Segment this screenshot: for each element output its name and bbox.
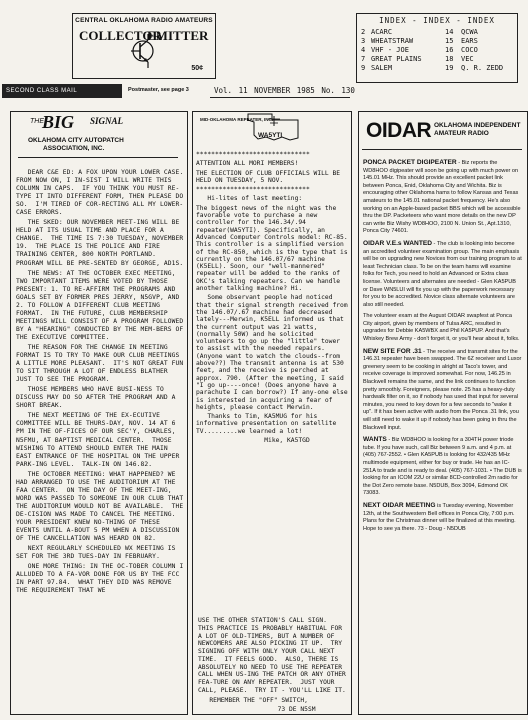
mori-article [196,151,352,446]
paragraph: REMEMBER THE "OFF" SWITCH, [198,696,308,704]
big-signal-logo: BIG [42,112,75,132]
big-signal-org-line1: OKLAHOMA CITY AUTOPATCH [28,137,124,144]
paragraph: Some observant people had noticed that their signal strength received from the 146.07/.67 machine had decreased lately---Merwin, K5ELL informed us that the current output was 21 watts, (normally 50W) and he solicited volunteers to go up the "little" tower to assist with the needed repairs. (Anyone want to watch the clouds--from above??) The transmit antenna is at 530 feet, and the receive is perched at approx. 790. (After the meeting, I said "I go up----once! (Does anyone have a parachute I can borrow?) If any-one else is interested in acquiring a fear of heights, please contact Merwin. [196,294,352,411]
paragraph: THOSE MEMBERS WHO HAVE BUSI-NESS TO DISCUSS MAY DO SO AFTER THE PROGRAM AND A SHORT BREAK. [16,386,180,410]
index-entry: VEC [461,55,474,63]
price: 50¢ [191,65,203,72]
paragraph: DEAR C&E ED: A FOX UPON YOUR LOWER CASE. FROM NOW ON, I IN-SIST I WILL WRITE THIS COLUMN IN CAPS. IF YOU THINK YOU MUST RE-TYPE IT INTO DIFFERENT FORM, THEN PLEASE DO SO. I'M TIRED OF COR-RECTING ALL MY LOWER-CASE ERRORS. [16,169,192,217]
index-row [361,64,513,73]
index-page: 3 [361,37,366,45]
paragraph: ****************************** [196,151,310,158]
big-signal-the: THE [30,118,44,125]
mori-org-name: MID-OKLAHOMA REPEATER, INC. [200,117,273,122]
oidar-subtitle-line1: OKLAHOMA INDEPENDENT [434,122,521,129]
index-page: 14 [445,28,454,36]
masthead-title-right: EMITTER [147,28,209,43]
index-row [361,37,513,46]
paragraph: ATTENTION ALL MORI MEMBERS! [196,160,299,168]
paragraph: THE NEWS: AT THE OCTOBER EXEC MEETING, TWO IMPORTANT ITEMS WERE VOTED BY THOSE PRESENT: 1. TO RE-AFFIRM THE PROGRAMS AND GOALS SET BY FORMER PRES JERRY, N5GVP, AND 2. TO FOLLOW A DIFFERENT CLUB MEETING FORMAT. IN THE FUTURE, CLUB MEMBERSHIP MEETINGS WILL CONSIST OF A PROGRAM FOLLOWED BY A "HEARING" CONDUCTED BY THE MEM-BERS OF THE EXECUTIVE COMMITTEE. [16,269,188,341]
oidar-subtitle-line2: AMATEUR RADIO [434,130,489,137]
index-page: 15 [445,37,454,45]
news-heading: OIDAR V.E.s WANTED [363,239,433,247]
news-body: - Biz WD8HOO is looking for a 304TH power triode tube. If you have such, call Biz between 9 a.m. and 4 p.m. at (405) 767-2552. • Glen KA5PUB is looking for 432/435 MHz multimode equipment, either for buy or trade. He has an IC-251A to trade and is ready to deal. (405) 767-1031. • The DUB is looking for an ICOM 22U or similar 8CD-controlled 2m radio for the Dot Zero remote base. N5DUB, Box 3094, Edmond OK 73083. [363,437,522,497]
paragraph: THE SKED: OUR NOVEMBER MEET-ING WILL BE HELD AT ITS USUAL TIME AND PLACE FOR A CHANGE. THE TIME IS 7:30 TUESDAY, NOVEMBER 19. THE PLACE IS THE POLICE AND FIRE TRAINING CENTER, 800 NORTH PORTLAND. PROGRAM WILL BE PRE-SENTED BY GEORGE, AD1S. [16,219,188,267]
big-signal-word: SIGNAL [90,116,124,126]
paragraph: THE NEXT MEETING OF THE EX-ECUTIVE COMMITTEE WILL BE THURS-DAY, NOV. 14 AT 6 PM IN THE OF-FICES OF OUR SEC'Y, CHARLES, N5FMU, AT BAPTIST MEDICAL CENTER. THOSE WISHING TO ATTEND SHOULD ENTER THE MAIN EAST ENTRANCE OF THE HOSPITAL ON THE UPPER PARK-ING LEVEL. TALK-IN ON 146.82. [16,412,184,468]
news-body: - The club is looking into become an accredited volunteer examination group. The main emphasis will be on upgrading new Novices from our training program to at least Technician class. To be on the team hams will examine folks for Tech, you need to hold an Advanced or Extra class license. Volunteers and alternates are needed - Glen KA5PUB or Dave WN5LUI will fix you up with the paperwork necessary for you to be accredited. Novice class alternate volunteers are also still needed. [363,240,522,308]
index-page: 16 [445,46,454,54]
index-entry: VHF - JOE [371,46,409,54]
big-signal-continued [198,617,348,716]
index-entry: ACARC [371,28,393,36]
index-row [361,46,513,55]
news-heading: WANTS [363,436,387,444]
index-heading: INDEX - INDEX - INDEX [379,16,495,25]
signature: 73 DE N5SM [198,706,316,714]
second-class-mail-bar: SECOND CLASS MAIL [2,84,122,98]
index-page: 9 [361,64,366,72]
index-entry: SALEM [371,64,393,72]
index-entry: COCO [461,46,478,54]
index-entry: Q. R. ZEDD [461,64,504,72]
masthead-title-left: COLLECTOR [79,28,162,43]
paragraph: THE REASON FOR THE CHANGE IN MEETING FORMAT IS TO TRY TO MAKE OUR CLUB MEETINGS A LITTLE MORE PLEASANT. IT'S NOT GREAT FUN TO SIT THROUGH A LOT OF ENDLESS BLATHER JUST TO SEE THE PROGRAM. [16,343,188,384]
index-page: 18 [445,55,454,63]
paragraph: Hi-lites of last meeting: [196,195,303,203]
divider [362,149,522,150]
transistor-symbol-icon [131,34,155,68]
news-body: is Tuesday evening, November 12th, at the Southwestern Bell offices in Ponca City, 7:00 p.m. Plans for the Christmas dinner will be finalized at this meeting. Hope to see ya there. 73 - Doug - N5DUB [363,502,516,532]
index-row [361,28,513,37]
masthead [72,13,216,79]
index-entry: QCWA [461,28,478,36]
divider [210,97,350,98]
index-entry: WHEATSTRAW [371,37,414,45]
big-signal-org-line2: ASSOCIATION, INC. [43,145,105,152]
paragraph: USE THE OTHER STATION'S CALL SIGN. THIS PRACTICE IS PROBABLY HABITUAL FOR A LOT OF OLD-TIMERS, BUT A NUMBER OF NEWCOMERS ARE ALSO PICKING IT UP. TRY SIGNING OFF WITH ONLY YOUR CALL NEXT TIME. IT FEELS GOOD. ALSO, THERE IS ABSOLUTELY NO NEED TO USE THE REPEATER CALL WHEN US-ING THE PATCH OR ANY OTHER FEA-TURE ON ANY REPEATER. JUST YOUR CALL, PLEASE. TRY IT - YOU'LL LIKE IT. [198,617,350,694]
index-box [356,13,518,83]
news-item [363,313,522,343]
index-page: 19 [445,64,454,72]
volume-line: Vol. 11 NOVEMBER 1985 No. 130 [214,86,355,95]
signature: Mike, KA5TGD [196,436,310,444]
news-heading: NEW SITE FOR .31 [363,347,422,355]
paragraph: The biggest news of the night was the favorable vote to purchase a new controller for the 146.34/.94 repeater(WA5YTI). Specifically, an Advanced Computer Controls model: RC-85. This controller is a simplified version of the RC-850, which is the type that is currently on the 146.07/67 machine (K5ELL). Soon, our "well-mannered" repeater will be added to the ranks of OKC's talking repeaters. Can we handle another talking machine? Hi. [196,204,352,293]
index-entry: EARS [461,37,478,45]
paragraph: THE OCTOBER MEETING: WHAT HAPPENED? WE HAD ARRANGED TO USE THE AUDITORIUM AT THE FAA CENTER. ON THE DAY OF THE MEET-ING, WORD WAS PASSED TO SOMEONE IN OUR CLUB THAT THE AUDITORIUM WOULD NOT BE AVAILABLE. THE DE-CISION WAS MADE TO CANCEL THE MEETING. YOUR PRESIDENT KNEW NO-THING OF THESE EVENTS UNTIL A-BOUT 5 PM WHEN A DISCUSSION OF THE CANCELLATION WAS HEARD ON 82. [16,470,188,543]
news-body: - Biz reports the WD8HOO digipeater will soon be going up with much power on 145.01 MHz. This should provide an excellent packet link between Ponca, Enid, Oklahoma City and Wichita. Biz is encouraging other Oklahoma hams to follow Kansas and Texas amateurs to the 145.01 national packet frequency. He's also working on an Apple-based packet BBS which will be accessible thru the DP. Packeteers who want more details on the new DP can write Biz Wishy WD8HOO, 2100 N. Union St., Apt.1310, Ponca City 74601. [363,160,521,235]
news-heading: NEXT OIDAR MEETING [363,501,436,509]
postmaster-note: Postmaster, see page 3 [128,87,189,93]
paragraph: NEXT REGULARLY SCHEDULED WX MEETING IS SET FOR THE 3RD TUES-DAY IN FEBRUARY. [16,545,180,561]
news-body: - The receive and transmit sites for the 146.31 repeater have been swapped. The 6Z receiver and Luxor greenery seem to be cooking in alright at Taco's tower, and receive coverage is improved somewhat. For now, 146.25 in Blackwell remains the same, and the link continues to function pretty smoothly. Foreigners, please note. 25 has a heavy-duty hardwalk filter on it, so if nobody has used that input for several minutes, you need to key down for a few seconds to "wake it up". If it has been active with audio from the Ponca .31 link, you will still need to wake it up if nobody has been going in thru the Blackwell input. [363,348,522,431]
index-entry: GREAT PLAINS [371,55,422,63]
paragraph: ONE MORE THING: IN THE OC-TOBER COLUMN I ALLUDED TO A FA-VOR DONE FOR US BY THE FCC IN PART 97.84. WHAT THEY DID WAS REMOVE THE REQUIREMENT THAT WE [16,563,188,595]
index-page: 4 [361,46,366,54]
big-signal-article [16,169,192,597]
wasyti-callsign: WA5YTI [258,132,283,139]
club-name: CENTRAL OKLAHOMA RADIO AMATEURS [75,17,213,24]
oidar-article [363,155,522,537]
divider [18,157,178,158]
oidar-logo: OIDAR [366,119,432,142]
index-page: 7 [361,55,366,63]
paragraph: THE ELECTION OF CLUB OFFICIALS WILL BE HELD ON TUESDAY, 5 NOV. [196,169,344,184]
paragraph: ****************************** [196,186,310,194]
news-heading: PONCA PACKET DIGIPEATER [363,159,457,166]
index-row [361,55,513,64]
news-body: The volunteer exam at the August OIDAR swapfest at Ponca City airport, given by members of Tulsa ARC, resulted in upgrades for Debbie KA5WBX and Phil KA5PUP. And that's Whiskey Brew Army - don't forget it, or you'll hear about it, folks. [363,313,520,343]
paragraph: Thanks to Tim, KA5MUG for his informative presentation on satellite TV.........we learned a lot! [196,413,341,435]
index-page: 2 [361,28,366,36]
